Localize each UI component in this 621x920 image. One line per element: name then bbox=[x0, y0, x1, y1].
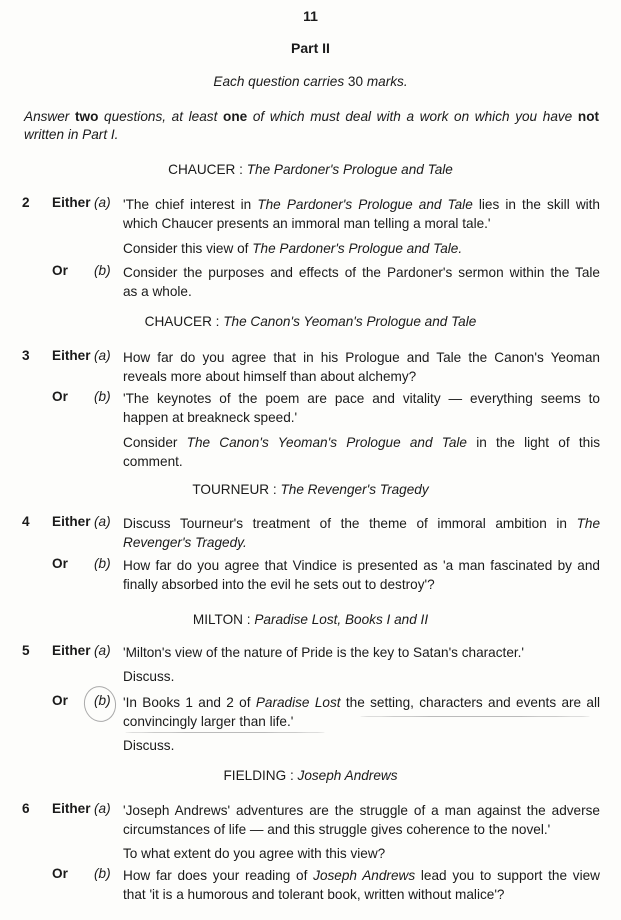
text: which Chaucer presents an immoral man telling a moral tale.' bbox=[123, 216, 491, 231]
text: Discuss. bbox=[123, 669, 175, 684]
text: How far do you agree that Vindice is presented as 'a man fascinated by and bbox=[123, 558, 600, 573]
part-a-label: (a) bbox=[94, 514, 111, 529]
text: that 'it is a humorous and tolerant book, written without malice'? bbox=[123, 887, 505, 902]
part-a-label: (a) bbox=[94, 643, 111, 658]
either-label: Either bbox=[52, 195, 91, 210]
section-heading bbox=[0, 612, 621, 627]
instr-bold: not bbox=[577, 109, 600, 124]
work-title: The Pardoner's Prologue and Tale bbox=[257, 197, 473, 212]
section-work: The Pardoner's Prologue and Tale bbox=[246, 162, 453, 177]
part-title: Part II bbox=[291, 40, 330, 56]
text: lead you to support the view bbox=[420, 868, 600, 883]
section-work: The Canon's Yeoman's Prologue and Tale bbox=[223, 314, 477, 329]
either-label: Either bbox=[52, 801, 91, 816]
section-work: The Revenger's Tragedy bbox=[280, 482, 429, 497]
section-heading bbox=[0, 768, 621, 783]
work-title: The Canon's Yeoman's Prologue and Tale bbox=[186, 435, 467, 450]
instr-bold: two bbox=[74, 109, 99, 124]
text: 'Joseph Andrews' adventures are the struggle of a man against the adverse bbox=[123, 803, 600, 818]
text: Discuss Tourneur's treatment of the theme of immoral ambition in bbox=[123, 516, 567, 531]
question-3a bbox=[123, 348, 600, 386]
question-2b bbox=[123, 263, 600, 301]
question-5b bbox=[123, 693, 600, 755]
instr-text: Answer bbox=[24, 109, 70, 124]
section-author: CHAUCER : bbox=[168, 162, 243, 177]
instr-text: written in Part I. bbox=[24, 127, 119, 142]
text: 'The keynotes of the poem are pace and vitality — everything seems to bbox=[123, 391, 600, 406]
question-4b bbox=[123, 556, 600, 594]
text: circumstances of life — and this struggle gives coherence to the novel.' bbox=[123, 822, 551, 837]
question-2a bbox=[123, 195, 600, 258]
marks-note-post: marks. bbox=[366, 74, 408, 89]
work-title: Joseph Andrews bbox=[313, 868, 416, 883]
instr-text: questions, at least bbox=[104, 109, 218, 124]
text: 'The chief interest in bbox=[123, 197, 252, 212]
question-number: 6 bbox=[22, 801, 30, 816]
question-number: 4 bbox=[22, 514, 30, 529]
or-label: Or bbox=[52, 556, 68, 571]
text: Consider this view of bbox=[123, 241, 249, 256]
question-3b bbox=[123, 389, 600, 471]
pen-underline-mark bbox=[125, 732, 325, 733]
text: as a whole. bbox=[123, 284, 192, 299]
page-number: 11 bbox=[303, 8, 318, 24]
question-number: 2 bbox=[22, 195, 30, 210]
part-b-label: (b) bbox=[94, 556, 111, 571]
question-number: 5 bbox=[22, 643, 30, 658]
part-a-label: (a) bbox=[94, 801, 111, 816]
part-b-label: (b) bbox=[94, 866, 111, 881]
question-number: 3 bbox=[22, 348, 30, 363]
either-label: Either bbox=[52, 514, 91, 529]
question-6a bbox=[123, 801, 600, 863]
section-heading bbox=[0, 162, 621, 177]
instr-bold: one bbox=[223, 109, 248, 124]
work-title: The Pardoner's Prologue and Tale. bbox=[252, 241, 463, 256]
work-title: The bbox=[576, 516, 601, 531]
text: convincingly larger than life.' bbox=[123, 714, 294, 729]
marks-note-pre: Each question carries bbox=[213, 74, 345, 89]
section-work: Paradise Lost, Books I and II bbox=[254, 612, 429, 627]
or-label: Or bbox=[52, 866, 68, 881]
text: finally absorbed into the evil he sets out to destroy'? bbox=[123, 577, 435, 592]
part-b-label: (b) bbox=[94, 693, 111, 708]
work-title: Paradise Lost bbox=[255, 695, 341, 710]
either-label: Either bbox=[52, 348, 91, 363]
text: the setting, characters and events are all bbox=[345, 695, 601, 710]
text: 'In Books 1 and 2 of bbox=[123, 695, 251, 710]
or-label: Or bbox=[52, 389, 68, 404]
section-author: TOURNEUR : bbox=[192, 482, 277, 497]
question-6b bbox=[123, 866, 600, 904]
marks-note bbox=[0, 74, 621, 89]
marks-note-num: 30 bbox=[347, 74, 364, 89]
text: in the light of this bbox=[476, 435, 601, 450]
text: How far does your reading of bbox=[123, 868, 308, 883]
part-b-label: (b) bbox=[94, 263, 111, 278]
or-label: Or bbox=[52, 693, 68, 708]
text: comment. bbox=[123, 454, 183, 469]
instr-text: of which must deal with a work on which you have bbox=[252, 109, 573, 124]
text: lies in the skill with bbox=[478, 197, 600, 212]
part-a-label: (a) bbox=[94, 195, 111, 210]
section-heading bbox=[0, 482, 621, 497]
text: 'Milton's view of the nature of Pride is the key to Satan's character.' bbox=[123, 645, 525, 660]
instructions bbox=[24, 108, 599, 144]
text: Consider the purposes and effects of the Pardoner's sermon within the Tale bbox=[123, 265, 600, 280]
pen-underline-mark bbox=[360, 716, 590, 717]
text: Discuss. bbox=[123, 738, 175, 753]
text: To what extent do you agree with this view? bbox=[123, 846, 386, 861]
section-author: MILTON : bbox=[192, 612, 251, 627]
part-a-label: (a) bbox=[94, 348, 111, 363]
part-b-label: (b) bbox=[94, 389, 111, 404]
text: reveals more about himself than about alchemy? bbox=[123, 369, 417, 384]
text: Consider bbox=[123, 435, 178, 450]
question-4a bbox=[123, 514, 600, 552]
section-heading bbox=[0, 314, 621, 329]
section-author: CHAUCER : bbox=[144, 314, 220, 329]
either-label: Either bbox=[52, 643, 91, 658]
question-5a bbox=[123, 643, 600, 686]
text: How far do you agree that in his Prologue and Tale the Canon's Yeoman bbox=[123, 350, 600, 365]
section-author: FIELDING : bbox=[223, 768, 294, 783]
text: happen at breakneck speed.' bbox=[123, 410, 298, 425]
section-work: Joseph Andrews bbox=[297, 768, 398, 783]
work-title: Revenger's Tragedy. bbox=[123, 535, 247, 550]
or-label: Or bbox=[52, 263, 68, 278]
